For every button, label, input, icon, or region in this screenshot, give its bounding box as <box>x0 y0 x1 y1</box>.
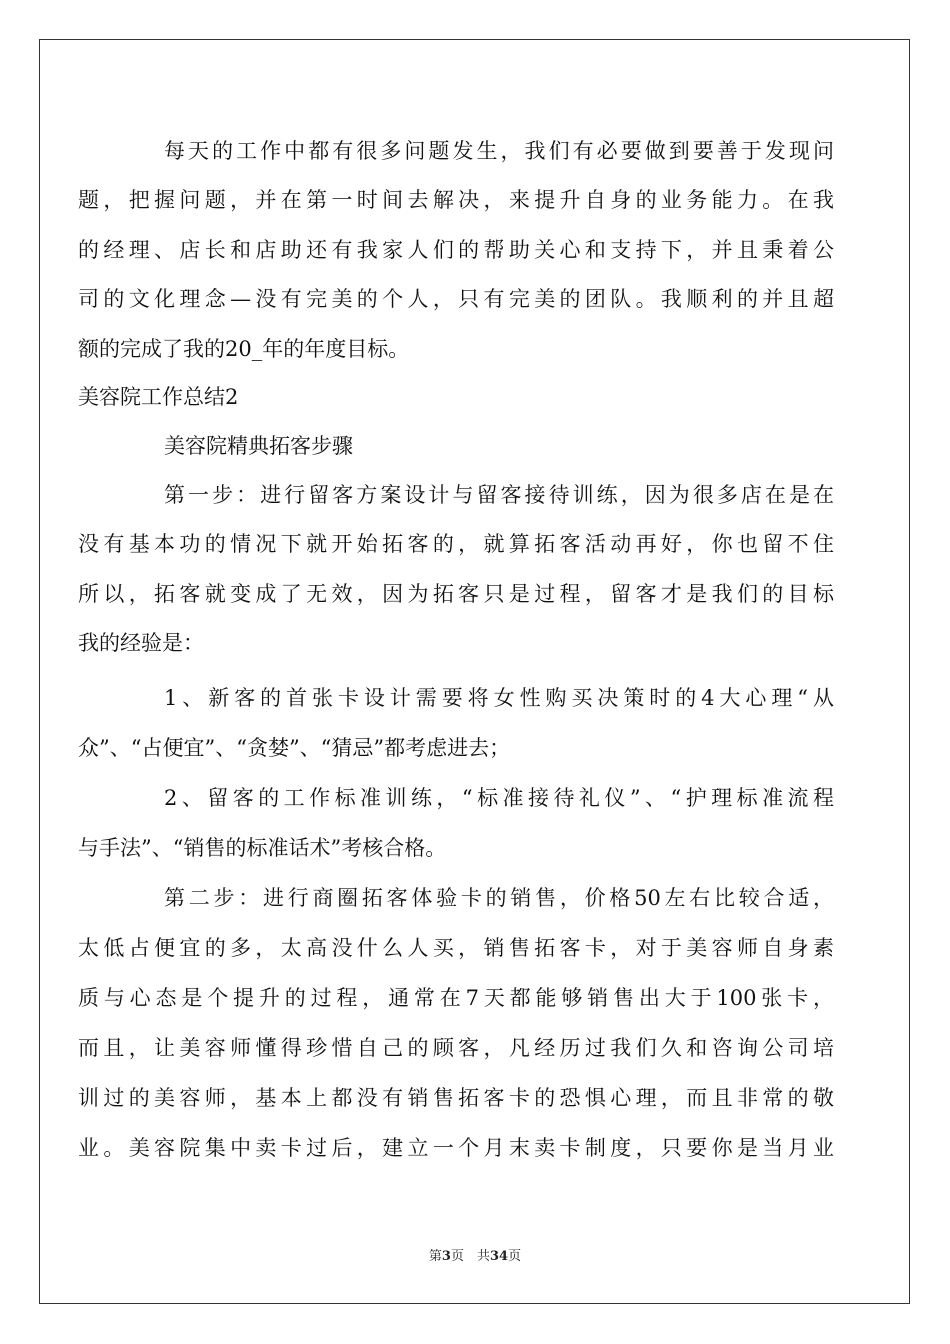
paragraph-line: 司的文化理念—没有完美的个人，只有完美的团队。我顺利的并且超 <box>78 287 834 311</box>
subheading: 美容院精典拓客步骤 <box>164 434 353 458</box>
paragraph-line: 第二步：进行商圈拓客体验卡的销售，价格50左右比较合适， <box>164 886 834 910</box>
total-page-count: 34 <box>489 1249 509 1264</box>
list-item-line: 2、留客的工作标准训练，“标准接待礼仪”、“护理标准流程 <box>164 786 834 810</box>
page-label-suffix: 页 <box>508 1249 522 1264</box>
paragraph-line: 第一步：进行留客方案设计与留客接待训练，因为很多店在是在 <box>164 483 834 507</box>
paragraph-line: 太低占便宜的多，太高没什么人买，销售拓客卡，对于美容师自身素 <box>78 936 834 960</box>
paragraph-line: 的经理、店长和店助还有我家人们的帮助关心和支持下，并且秉着公 <box>78 238 834 262</box>
paragraph-line: 我的经验是： <box>78 631 204 655</box>
list-item-line: 1、新客的首张卡设计需要将女性购买决策时的4大心理“从 <box>164 686 834 710</box>
page-label-mid: 页 共 <box>450 1249 490 1264</box>
page-border <box>39 39 910 1304</box>
paragraph-line: 每天的工作中都有很多问题发生，我们有必要做到要善于发现问 <box>164 139 834 163</box>
current-page-number: 3 <box>441 1249 451 1264</box>
list-item-line: 众”、“占便宜”、“贪婪”、“猜忌”都考虑进去； <box>78 736 511 760</box>
paragraph-line: 训过的美容师，基本上都没有销售拓客卡的恐惧心理，而且非常的敬 <box>78 1086 834 1110</box>
paragraph-line: 题，把握问题，并在第一时间去解决，来提升自身的业务能力。在我 <box>78 188 834 212</box>
paragraph-line: 所以，拓客就变成了无效，因为拓客只是过程，留客才是我们的目标 <box>78 582 834 606</box>
paragraph-line: 额的完成了我的20_年的年度目标。 <box>78 337 410 361</box>
page-label-prefix: 第 <box>428 1249 442 1264</box>
paragraph-line: 业。美容院集中卖卡过后，建立一个月末卖卡制度，只要你是当月业 <box>78 1136 834 1160</box>
paragraph-line: 而且，让美容师懂得珍惜自己的顾客，凡经历过我们久和咨询公司培 <box>78 1036 834 1060</box>
paragraph-line: 没有基本功的情况下就开始拓客的，就算拓客活动再好，你也留不住 <box>78 532 834 556</box>
paragraph-line: 质与心态是个提升的过程，通常在7天都能够销售出大于100张卡， <box>78 986 834 1010</box>
list-item-line: 与手法”、“销售的标准话术”考核合格。 <box>78 836 447 860</box>
section-heading: 美容院工作总结2 <box>78 385 239 409</box>
page-footer <box>0 1245 950 1264</box>
